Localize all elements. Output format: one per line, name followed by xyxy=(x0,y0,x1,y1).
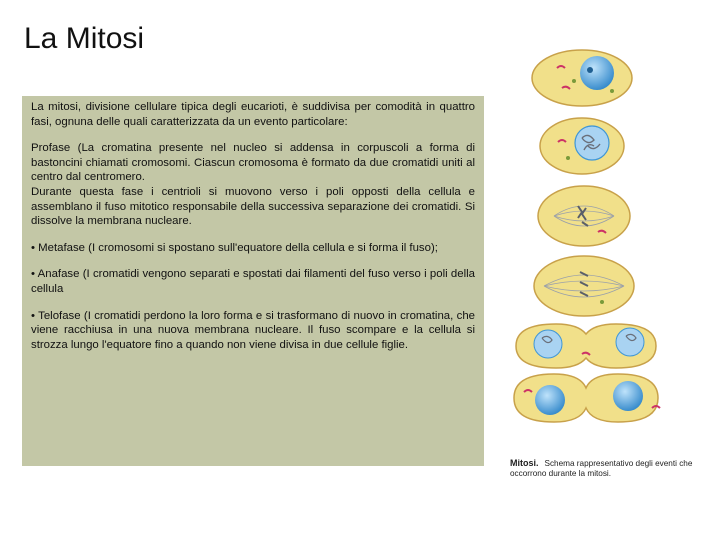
cell-anaphase xyxy=(516,324,656,368)
telofase-paragraph: • Telofase (I cromatidi perdono la loro forma e si trasformano di nuovo in cromatina, che viene racchiusa in una nuova membrana nucleare. Il fuso scompare e la cellula si strozza lungo l'equatore fino a quando non viene divisa in due cellule figlie. xyxy=(31,309,475,351)
metafase-paragraph: • Metafase (I cromosomi si spostano sull'equatore della cellula e si forma il fuso); xyxy=(31,241,438,254)
slide-title: La Mitosi xyxy=(24,22,145,55)
caption-label: Mitosi. xyxy=(510,458,539,468)
caption-text: Schema rappresentativo degli eventi che occorrono durante la mitosi. xyxy=(510,459,693,478)
cell-metaphase-early xyxy=(538,186,630,246)
text-box xyxy=(22,96,484,466)
intro-paragraph: La mitosi, divisione cellulare tipica degli eucarioti, è suddivisa per comodità in quattro fasi, ognuna delle quali caratterizzata da un evento particolare: xyxy=(31,101,475,128)
figure-caption xyxy=(510,458,700,479)
cell-metaphase xyxy=(534,256,634,316)
profase-paragraph: Profase (La cromatina presente nel nucleo si addensa in corpuscoli a forma di bastoncini chiamati cromosomi. Ciascun cromosoma è formato da due cromatidi uniti al centro dal centromero. xyxy=(31,142,475,184)
cell-telophase xyxy=(514,374,660,422)
mitosis-diagram xyxy=(502,46,702,426)
cell-interphase xyxy=(532,50,632,106)
cell-prophase xyxy=(540,118,624,174)
anafase-paragraph: • Anafase (I cromatidi vengono separati e spostati dai filamenti del fuso verso i poli della cellula xyxy=(31,268,475,295)
profase-continued-paragraph: Durante questa fase i centrioli si muovono verso i poli opposti della cellula e assemblano il fuso mitotico responsabile della successiva separazione dei cromatidi. Si dissolve la membrana nucleare. xyxy=(31,185,475,228)
